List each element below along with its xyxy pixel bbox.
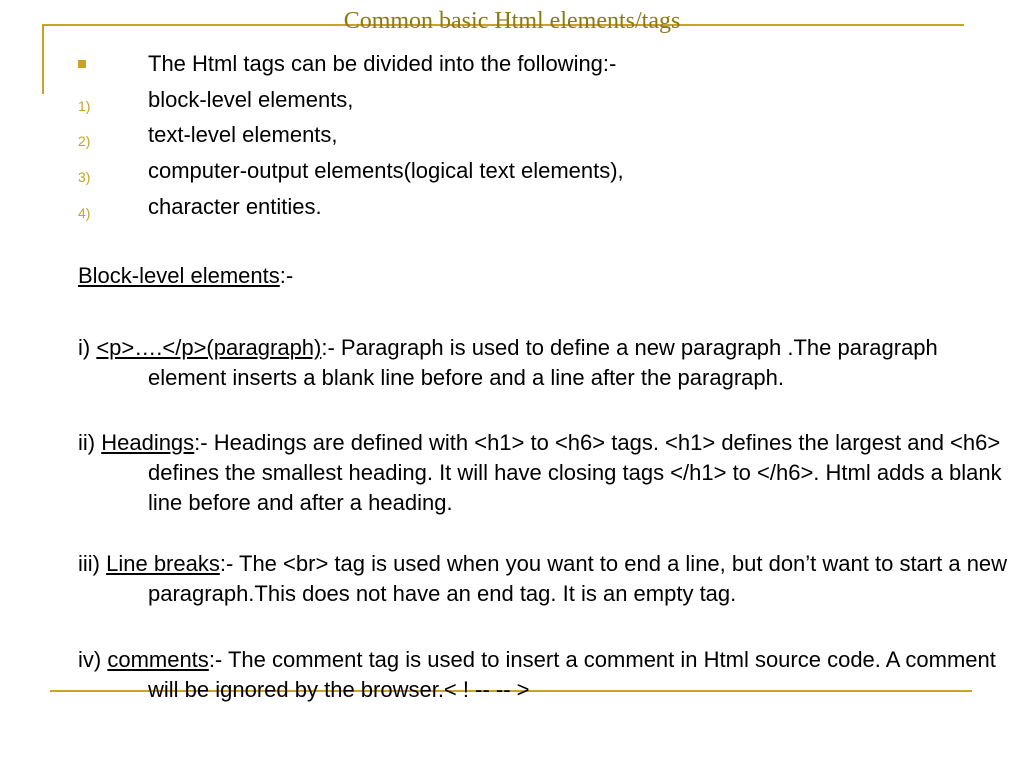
paragraph-item <box>78 428 1018 518</box>
item-prefix: ii) <box>78 430 102 455</box>
item-body: :- The <br> tag is used when you want to end a line, but don’t want to start a new paragraph.This does not have an end tag. It is an empty tag. <box>148 551 1008 606</box>
section-heading-text: Block-level elements <box>78 263 280 288</box>
item-prefix: iv) <box>78 647 108 672</box>
item-body: :- Paragraph is used to define a new paragraph .The paragraph element inserts a blank line before and a line after the paragraph. <box>148 335 938 390</box>
square-bullet-icon <box>78 60 86 68</box>
item-body: :- The comment tag is used to insert a comment in Html source code. A comment will be ignored by the browser.< ! -- -- > <box>148 647 996 702</box>
item-term: comments <box>107 647 209 672</box>
list-text: text-level elements, <box>148 122 338 147</box>
section-heading-suffix: :- <box>279 263 294 288</box>
item-term: <p>….</p>(paragraph) <box>96 335 322 360</box>
list-text: character entities. <box>148 194 322 219</box>
list-text: computer-output elements(logical text elements), <box>148 158 624 183</box>
intro-text: The Html tags can be divided into the following:- <box>148 51 617 76</box>
section-heading <box>78 262 293 290</box>
item-term: Line breaks <box>106 551 220 576</box>
list-number: 2) <box>78 133 91 149</box>
paragraph-item <box>78 549 1018 609</box>
list-number: 4) <box>78 205 91 221</box>
paragraph-item <box>78 333 1018 393</box>
item-prefix: iii) <box>78 551 107 576</box>
item-body: :- Headings are defined with <h1> to <h6> tags. <h1> defines the largest and <h6> defines the smallest heading. It will have closing tags </h1> to </h6>. Html adds a blank line before and after a heading. <box>148 430 1002 515</box>
item-prefix: i) <box>78 335 97 360</box>
slide-title: Common basic Html elements/tags <box>343 8 681 34</box>
list-number: 3) <box>78 169 91 185</box>
paragraph-item <box>78 645 1018 705</box>
list-number: 1) <box>78 98 91 114</box>
list-text: block-level elements, <box>148 87 354 112</box>
item-term: Headings <box>101 430 195 455</box>
